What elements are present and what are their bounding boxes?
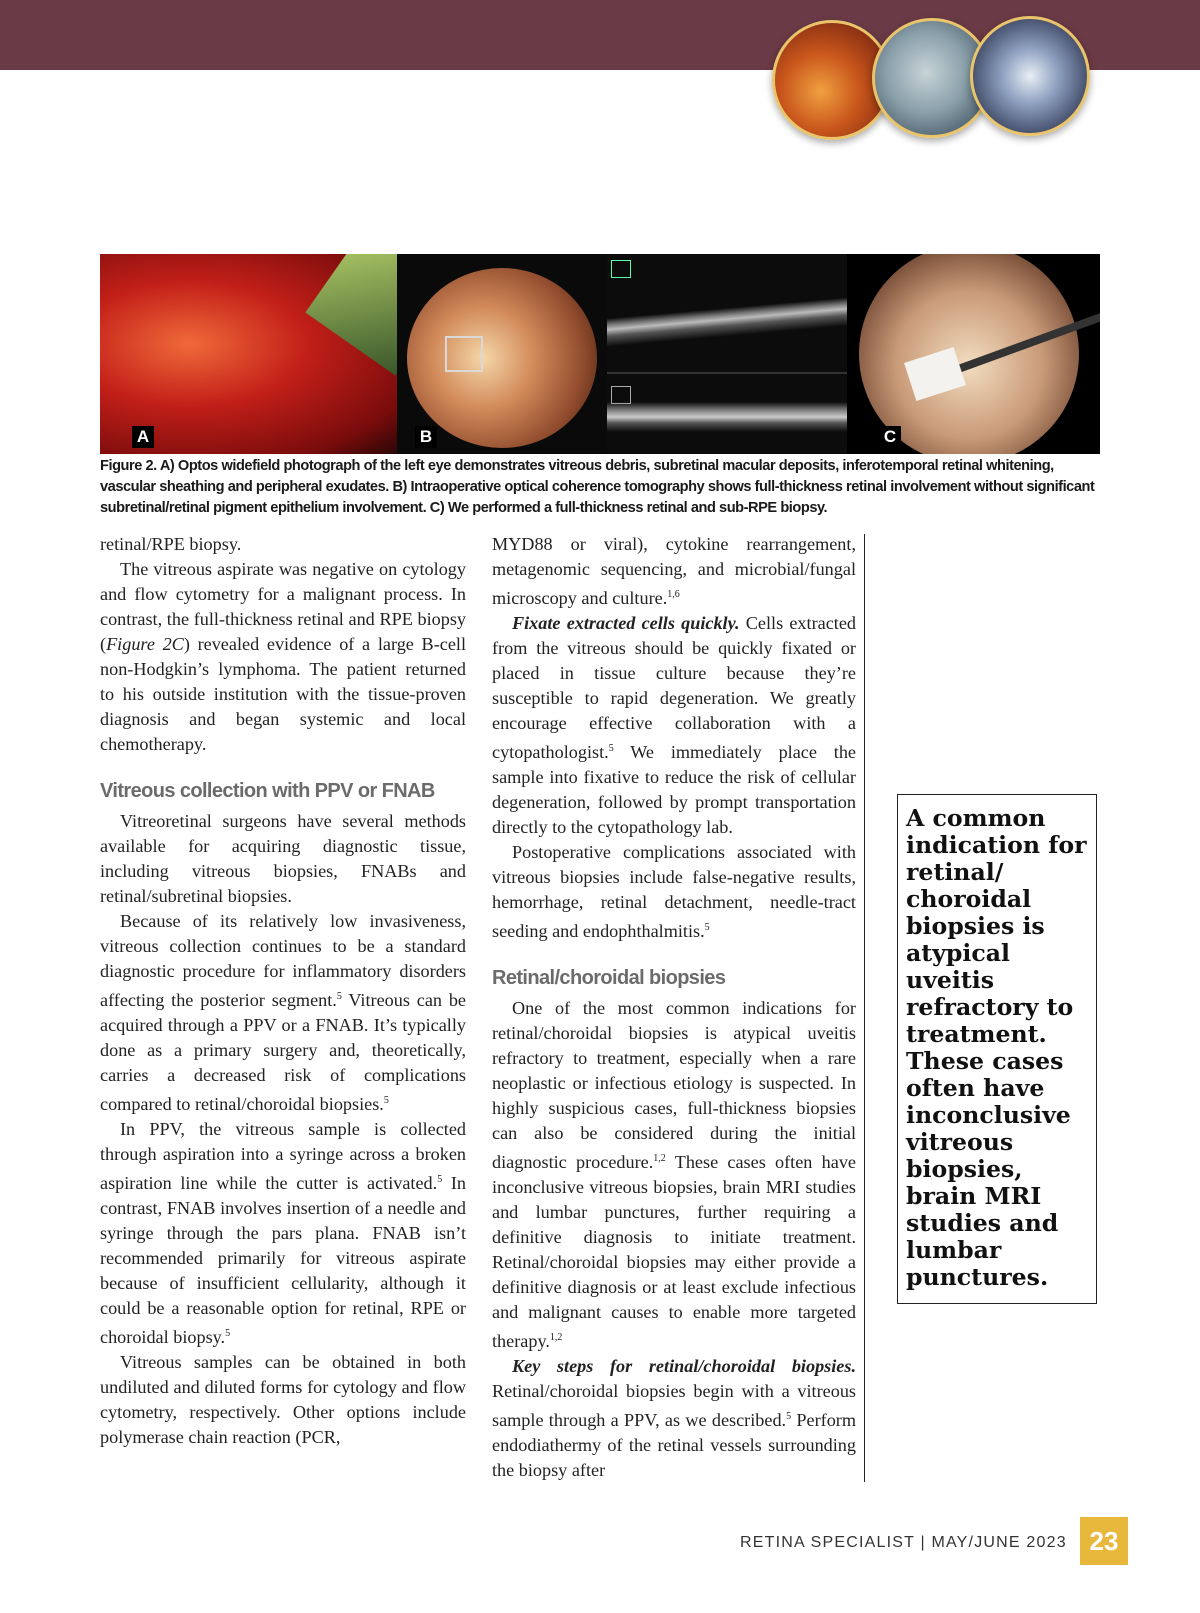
pull-quote: A common indication for retinal/ choroidal biopsies is atypical uveitis refractory to treatment. These cases often have inconclusive vitreous biopsies, brain MRI studies and lumbar punctures. [897,794,1097,1304]
text-run: Retinal/choroidal biopsies begin with a vitreous sample through a PPV, as we described. [492,1381,856,1431]
citation: 1,6 [667,589,680,600]
oct-scans [607,254,847,454]
column-rule [864,534,865,1482]
figure-reference: Figure 2C [106,634,184,654]
fundus-photo [407,268,597,448]
text-run: Vitreous samples can be obtained in both undiluted and diluted forms for cytology and flow cytometry, respectively. Other options include polymerase chain reaction (PCR, [100,1352,466,1448]
figure-2 [100,254,1100,454]
page-number: 23 [1080,1517,1128,1565]
citation: 5 [704,922,710,934]
oct-divider [607,372,847,374]
figure-caption: Figure 2. A) Optos widefield photograph of the left eye demonstrates vitreous debris, subretinal macular deposits, inferotemporal retinal whitening, vascular sheathing and peripheral exudates. B) Intraoperative optical coherence tomography shows full-thickness retinal involvement without significant subretinal/retinal pigment epithelium involvement. C) We performed a full-thickness retinal and sub-RPE biopsy. [100,458,1095,516]
publication-footer: RETINA SPECIALIST | MAY/JUNE 2023 [740,1534,1067,1551]
panel-label-a: A [132,426,154,448]
paragraph [492,840,856,944]
text-run: One of the most common indications for retinal/choroidal biopsies is atypical uveitis refractory to treatment, especially when a rare neoplastic or infectious etiology is suspected. In highly suspicious cases, full-thickness biopsies can also be considered during the initial diagnostic procedure. [492,998,856,1173]
paragraph [100,1350,466,1450]
citation: 5 [225,1328,231,1340]
text-run: We immediately place the sample into fixative to reduce the risk of cellular degeneration, followed by prompt transportation directly to the cytopathology lab. [492,742,856,838]
paragraph [100,809,466,909]
panel-label-c: C [879,426,901,448]
section-heading: Vitreous collection with PPV or FNAB [100,780,435,802]
text-run: Cells extracted from the vitreous should be quickly fixated or placed in tissue culture because they’re susceptible to rapid degeneration. We greatly encourage effective collaboration with a cytopathologist. [492,613,857,763]
citation: 5 [336,991,342,1002]
panel-label-b: B [415,426,437,448]
run-in-heading: Fixate extracted cells quickly. [512,613,740,634]
paragraph [492,532,856,611]
citation: 5 [608,743,614,755]
article-column-1 [100,532,466,1450]
figure-panel-a [100,254,397,454]
text-run: These cases often have inconclusive vitreous biopsies, brain MRI studies and lumbar punctures, further requiring a definitive diagnosis to initiate treatment. Retinal/choroidal biopsies may either provide a definitive diagnosis or at least exclude infectious and malignant causes to enable more targeted therapy. [492,1152,856,1352]
citation: 1,2 [549,1332,563,1344]
paragraph [100,1117,466,1350]
oct-marker-1 [611,260,631,278]
text-run: Vitreoretinal surgeons have several methods available for acquiring diagnostic tissue, including vitreous biopsies, FNABs and retinal/subretinal biopsies. [100,811,466,906]
citation: 1,2 [653,1153,666,1165]
paragraph [492,1354,856,1483]
text-run: In contrast, FNAB involves insertion of a needle and syringe through the pars plana. FNAB isn’t recommended primarily for vitreous aspirate because of insufficient cellularity, although it could be a reasonable option for retinal, RPE or choroidal biopsy. [100,1173,466,1348]
paragraph [100,557,466,757]
text-run: ) revealed evidence of a large B-cell non-Hodgkin’s lymphoma. The patient returned to his outside institution with the tissue-proven diagnosis and began systemic and local chemotherapy. [100,634,466,754]
text-run: Perform endodiathermy of the retinal vessels surrounding the biopsy after [492,1410,856,1481]
text-run: retinal/RPE biopsy. [100,534,242,554]
citation: 5 [786,1411,792,1423]
run-in-heading: Key steps for retinal/choroidal biopsies. [512,1356,856,1377]
section-heading: Retinal/choroidal biopsies [492,967,726,990]
citation: 5 [437,1174,443,1186]
paragraph [100,532,466,557]
scan-location-box [445,336,483,372]
text-run: MYD88 or viral), cytokine rearrangement, metagenomic sequencing, and microbial/fungal microscopy and culture. [492,534,856,609]
oct-scan-2 [607,384,847,444]
paragraph [100,909,466,1117]
citation: 5 [383,1095,389,1107]
text-run: Vitreous can be acquired through a PPV or a FNAB. It’s typically done as a primary surgery and, theoretically, carries a decreased risk of complications compared to retinal/choroidal biopsies. [100,990,467,1115]
text-run: Because of its relatively low invasiveness, vitreous collection continues to be a standard diagnostic procedure for inflammatory disorders affecting the posterior segment. [100,911,466,1011]
figure-panel-b [397,254,607,454]
text-run: Postoperative complications associated with vitreous biopsies include false-negative results, hemorrhage, retinal detachment, needle-tract seeding and endophthalmitis. [492,842,856,942]
intraoperative-view [859,254,1079,454]
header-fundus-image-3 [970,16,1090,136]
figure-panel-c [847,254,1100,454]
paragraph [492,996,856,1354]
oct-scan-1 [607,286,847,346]
paragraph [492,611,856,840]
text-run: The vitreous aspirate was negative on cytology and flow cytometry for a malignant process. In contrast, the full-thickness retinal and RPE biopsy ( [100,559,466,654]
text-run: In PPV, the vitreous sample is collected through aspiration into a syringe across a broken aspiration line while the cutter is activated. [100,1119,466,1194]
article-column-2 [492,532,856,1483]
